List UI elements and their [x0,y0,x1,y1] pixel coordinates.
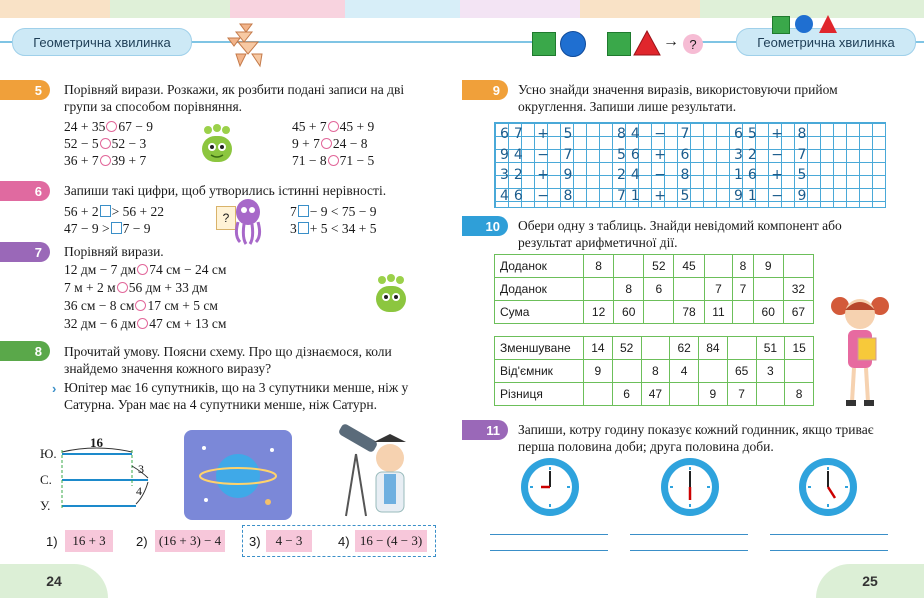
expression-row: 45 + 7 45 + 9 [292,119,375,134]
handwritten-expression: 84 − 7 [617,126,695,142]
red-triangle-icon [818,14,838,34]
table-row: Від'ємник 9 8 4 65 3 [495,360,814,383]
table-row: Доданок 8 6 7 7 32 [495,278,814,301]
answer-number-1: 1) [46,534,58,549]
subtraction-table [494,336,814,406]
answer-number-3: 3) [249,534,261,549]
task7-text: Порівняй вирази. [64,244,164,259]
answer-line[interactable] [630,550,748,551]
expression-row: 71 − 8 71 − 5 [292,153,375,168]
answer-number-4: 4) [338,534,350,549]
task8-text: Прочитай умову. Поясни схему. Про що дізнаємося, коли знайдемо значення кожного виразу? [64,344,392,376]
answer-line[interactable] [770,550,888,551]
task10-text: Обери одну з таблиць. Знайди невідомий компонент або результат арифметичної дії. [518,218,842,250]
answer-expression-2: (16 + 3) − 4 [155,530,225,552]
handwritten-expression: 32 − 7 [734,146,812,163]
task-number-10: 10 [462,216,508,236]
task-number-5: 5 [0,80,50,100]
header-strip [580,0,700,18]
header-strip [700,0,924,18]
handwritten-expression: 91 − 9 [734,188,812,205]
task6-right [290,203,376,237]
task6-left [64,203,164,237]
clock-icon [797,456,859,518]
blue-circle-icon [795,15,813,33]
scheme-label-3: 3 [138,462,144,476]
blue-circle-icon [560,31,586,57]
expression-row: 9 + 7 24 − 8 [292,136,368,151]
scheme-label-uranus: У. [40,498,51,513]
tangram-horse-icon [222,20,272,70]
handwritten-expression: 65 + 8 [734,126,812,142]
handwritten-expression: 94 − 7 [500,146,578,163]
red-triangle-icon [633,30,661,56]
expression-row: 32 дм − 6 дм 47 см + 13 см [64,316,227,331]
girl-icon [828,290,892,410]
scheme-top-label: 16 [90,435,103,450]
answer-number-2: 2) [136,534,148,549]
task5-col1 [64,118,153,169]
question-card: ? [216,206,236,230]
expression-row: 12 дм − 7 дм 74 см − 24 см [64,262,227,277]
answer-line[interactable] [490,550,608,551]
answer-line[interactable] [490,534,608,535]
scheme-label-saturn: С. [40,472,52,487]
green-square-icon [532,32,556,56]
header-strip [345,0,460,18]
task-number-9: 9 [462,80,508,100]
task5-text: Порівняй вирази. Розкажи, як розбити подані записи на дві групи за способом порівняння. [64,82,405,114]
segment-scheme [40,432,180,522]
expression-row: 7 м + 2 м 56 дм + 33 дм [64,280,208,295]
handwritten-expression: 56 + 6 [617,146,695,163]
task7-rows [64,261,226,333]
green-square-icon [772,16,790,34]
page-number-left: 24 [0,564,108,598]
addition-table [494,254,814,324]
header-title-right: Геометрична хвилинка [736,28,916,56]
inequality-row: 56 + 2 > 56 + 22 [64,204,164,219]
green-square-icon [607,32,631,56]
handwritten-expression: 16 + 5 [734,167,812,184]
table-row: Сума 12 60 78 11 60 67 [495,301,814,324]
space-planet-image [184,430,292,520]
answer-expression-3: 4 − 3 [266,530,312,552]
task9-text: Усно знайди значення виразів, використовуючи прийом округлення. Запиши лише результати. [518,82,838,114]
header-title-left: Геометрична хвилинка [12,28,192,56]
task-number-7: 7 [0,242,50,262]
task-number-11: 11 [462,420,508,440]
task6-text: Запиши такі цифри, щоб утворились істинні нерівності. [64,183,387,198]
task11-text: Запиши, котру годину показує кожний годинник, якщо триває перша половина доби; друга половина доби. [518,422,874,454]
expression-row: 24 + 35 67 − 9 [64,119,153,134]
page-number-right: 25 [816,564,924,598]
boy-telescope-icon [330,424,430,520]
handwritten-expression: 24 − 8 [617,167,695,184]
octopus-icon [228,196,268,246]
task9-col2 [617,124,694,207]
task5-col2 [292,118,374,169]
bullet-arrow-icon: › [52,381,57,396]
expression-row: 36 см − 8 см 17 см + 5 см [64,298,218,313]
handwritten-expression: 71 + 5 [617,188,695,205]
task-number-6: 6 [0,181,50,201]
clock-icon [519,456,581,518]
table-row: Доданок 8 52 45 8 9 [495,255,814,278]
green-monster-icon [370,274,412,314]
task9-col3 [734,124,811,207]
inequality-row: 47 − 9 > 7 − 9 [64,221,151,236]
answer-line[interactable] [770,534,888,535]
task-number-8: 8 [0,341,50,361]
header-strip [230,0,345,18]
question-badge: ? [683,34,703,54]
header-strip [110,0,230,18]
header-strip [460,0,580,18]
expression-row: 52 − 5 52 − 3 [64,136,147,151]
arrow-icon: → [663,33,679,50]
table-row: Різниця 6 47 9 7 8 [495,383,814,406]
answer-expression-4: 16 − (4 − 3) [355,530,427,552]
expression-row: 36 + 7 39 + 7 [64,153,147,168]
scheme-label-jupiter: Ю. [40,446,57,461]
inequality-row: 3 + 5 < 34 + 5 [290,221,377,236]
task9-col1 [500,124,577,207]
scheme-label-4: 4 [136,484,142,498]
handwritten-expression: 46 − 8 [500,188,578,205]
green-monster-icon [196,124,238,166]
answer-expression-1: 16 + 3 [65,530,113,552]
task8-story: Юпітер має 16 супутників, що на 3 супутники менше, ніж у Сатурна. Уран має на 4 супутники менше, ніж Сатурн. [64,380,409,412]
table-row: Зменшуване 14 52 62 84 51 15 [495,337,814,360]
answer-line[interactable] [630,534,748,535]
header-strip [0,0,110,18]
scheme-segments [58,446,178,516]
clock-icon [659,456,721,518]
inequality-row: 7 − 9 < 75 − 9 [290,204,377,219]
handwritten-expression: 67 + 5 [500,126,578,142]
handwritten-expression: 32 + 9 [500,167,578,184]
